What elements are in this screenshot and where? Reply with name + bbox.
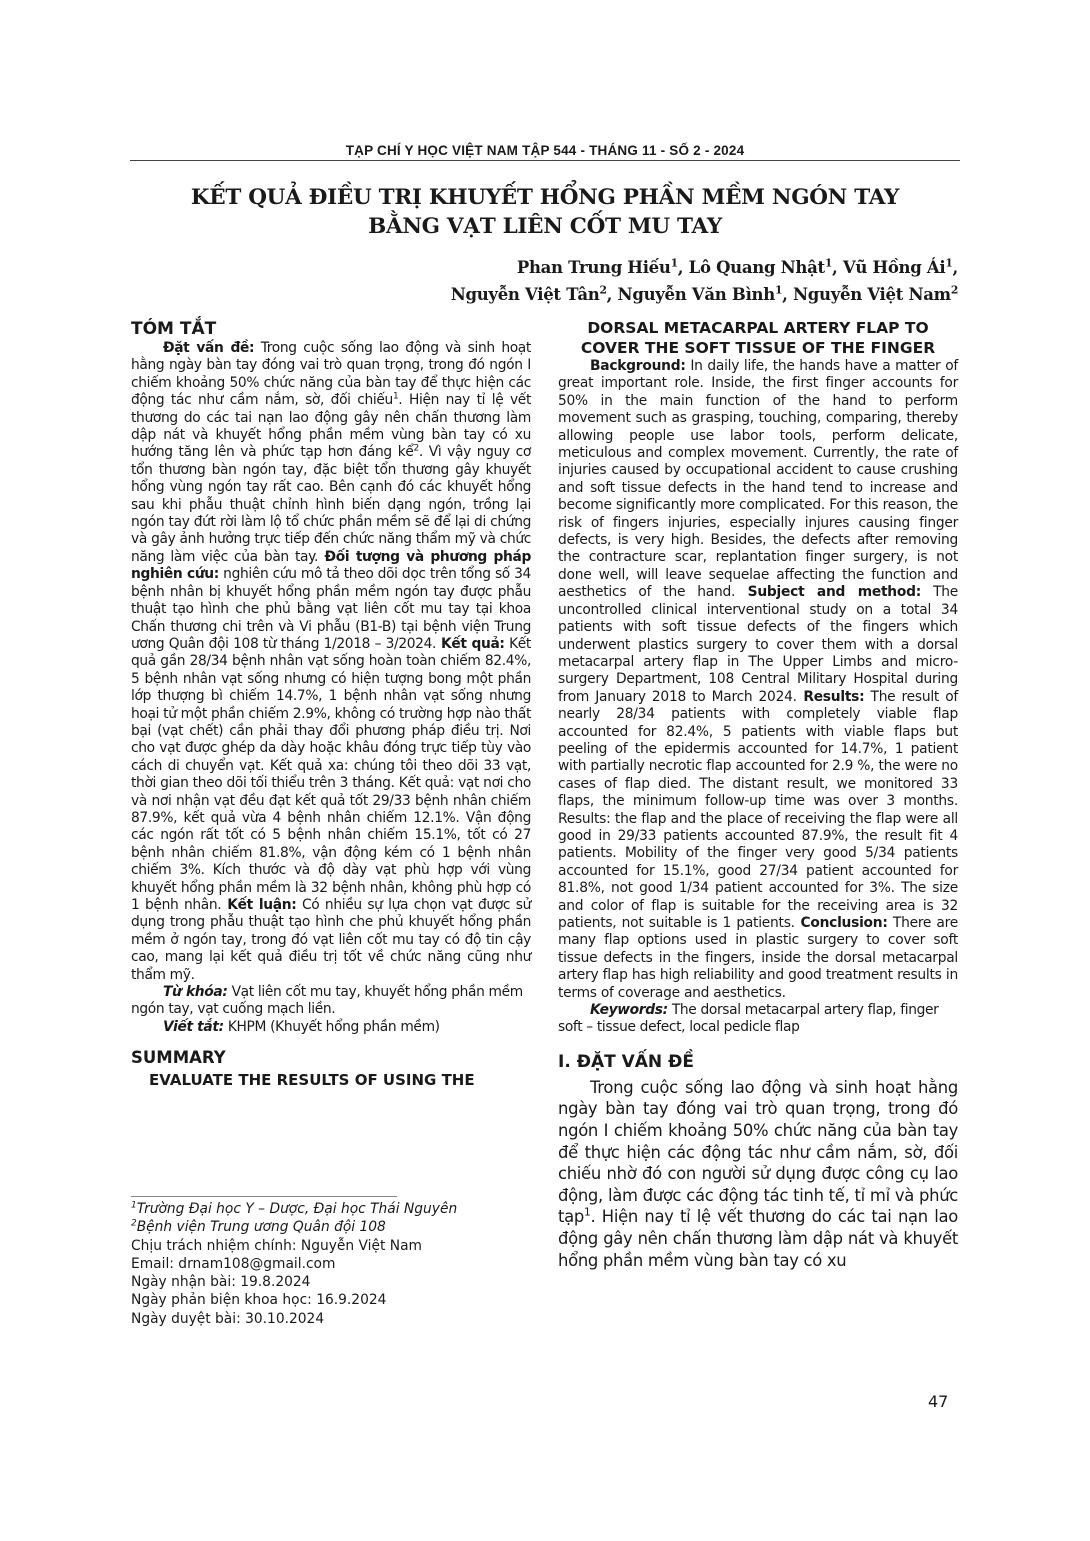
footnote-reviewed: Ngày phản biện khoa học: 16.9.2024 (131, 1292, 387, 1309)
label: Keywords: (590, 1002, 668, 1019)
text: Có nhiều sự lựa chọn vạt được sử dụng trong phẫu thuật tạo hình che phủ khuyết hổng phần mềm ở ngón tay, trong đó vạt liên cốt mu tay có độ tin cậy cao, mang lại kết quả điều trị tốt về chức năng cũng như thẩm mỹ. (131, 897, 531, 983)
affiliation-mark: 1 (774, 283, 783, 297)
affiliation-mark: 1 (824, 256, 832, 270)
text: KHPM (Khuyết hổng phần mềm) (223, 1018, 440, 1035)
text: Trong cuộc sống lao động và sinh hoạt hằng ngày bàn tay đóng vai trò quan trọng, trong đó ngón I chiếm khoảng 50% chức năng của bàn tay để thực hiện các động tác như cầm nắm, sờ, đối chiếu nhờ đó con người sử dụng được công cụ lao động, làm được các động tác tinh tế, tỉ mỉ và phức tạp (558, 1077, 958, 1227)
affiliation-mark: 1 (945, 256, 953, 270)
journal-header: TẠP CHÍ Y HỌC VIỆT NAM TẬP 544 - THÁNG 11 - SỐ 2 - 2024 (345, 143, 745, 158)
vn-abstract-body (131, 340, 531, 984)
author: , Lô Quang Nhật (677, 258, 825, 277)
vn-keywords (131, 984, 531, 1019)
footnote-affiliation-2: $^2$Bệnh viện Trung ương Quân đội 108 (131, 1218, 386, 1236)
title-line-1: KẾT QUẢ ĐIỀU TRỊ KHUYẾT HỔNG PHẦN MỀM NGÓN TAY (190, 185, 900, 210)
author-separator: , (952, 258, 958, 277)
summary-heading: SUMMARY (131, 1048, 226, 1068)
vn-abbreviations (131, 1019, 531, 1036)
text: Kết quả gần 28/34 bệnh nhân vạt sống hoàn toàn chiếm 82.4%, 5 bệnh nhân vạt sống nhưng có hiện tượng bong một phần lớp thượng bì chiếm 14.7%, 1 bệnh nhân vạt sống nhưng hoại tử một phần chiếm 2.9%, không có trường hợp nào thất bại (vạt chết) cần phải thay đổi phương pháp điều trị. Nơi cho vạt được ghép da dày hoặc khâu đóng trực tiếp tùy vào cách di chuyển vạt. Kết quả xa: chúng tôi theo dõi 33 vạt, thời gian theo dõi tối thiểu trên 3 tháng. Kết quả: vạt nơi cho và nơi nhận vạt đều đạt kết quả tốt 29/33 bệnh nhân chiếm 87.9%, kết quả vừa 4 bệnh nhân chiếm 12.1%. Vận động các ngón rất tốt có 5 bệnh nhân chiếm 15.1%, tốt có 27 bệnh nhân chiếm 81.8%, vận động kém có 1 bệnh nhân chiếm 3%. Kích thước và độ dày vạt phù hợp với vùng khuyết hổng phần mềm là 32 bệnh nhân, không phù hợp có 1 bệnh nhân. (131, 635, 531, 913)
introduction-heading: I. ĐẶT VẤN ĐỀ (558, 1051, 694, 1072)
right-column (558, 318, 958, 1271)
text: . Vì vậy nguy cơ tổn thương bàn ngón tay, đặc biệt tổn thương gây khuyết hổng vùng ngón tay rất cao. Bên cạnh đó các khuyết hổng sau khi phẫu thuật chỉnh hình biến dạng ngón, trồng lại ngón tay đứt rời làm lộ tổ chức phần mềm sẽ để lại di chứng và gây ảnh hưởng trực tiếp đến chức năng thẩm mỹ và chức năng làm việc của bàn tay. (131, 444, 531, 565)
affiliation-mark: 2 (599, 283, 607, 297)
text: . Hiện nay tỉ lệ vết thương do các tai nạn lao động gây nên chấn thương làm dập nát và khuyết hổng phần mềm vùng bàn tay có xu hướng tăng lên và phức tạp hơn đáng kể (131, 392, 532, 461)
footnote-accepted: Ngày duyệt bài: 30.10.2024 (131, 1310, 325, 1327)
label: Từ khóa: (163, 984, 228, 1001)
text: Trong cuộc sống lao động và sinh hoạt hằng ngày bàn tay đóng vai trò quan trọng, trong đó ngón I chiếm khoảng 50% chức năng của bàn tay để thực hiện các động tác như cầm nắm, sờ, đối chiếu (131, 340, 531, 409)
title-line-2: BẰNG VẠT LIÊN CỐT MU TAY (368, 214, 722, 239)
author-list (451, 254, 958, 308)
vn-abstract-heading: TÓM TẮT (131, 319, 217, 339)
english-title (558, 318, 958, 358)
article-title (130, 183, 960, 241)
footnote-received: Ngày nhận bài: 19.8.2024 (131, 1274, 311, 1291)
footnotes (131, 1200, 531, 1328)
text: . Hiện nay tỉ lệ vết thương do các tai nạn lao động gây nên chấn thương làm dập nát và khuyết hổng phần mềm vùng bàn tay có xu (558, 1207, 958, 1270)
affiliation-mark: 1 (670, 256, 678, 270)
label: Đặt vấn đề: (163, 340, 255, 356)
page-number: 47 (928, 1392, 949, 1411)
footnote-corresponding: Chịu trách nhiệm chính: Nguyễn Việt Nam (131, 1237, 422, 1254)
english-title-line-1: DORSAL METACARPAL ARTERY FLAP TO (587, 319, 929, 337)
label: Kết quả: (436, 635, 505, 652)
label: Kết luận: (221, 897, 297, 913)
text: The dorsal metacarpal artery flap, finger soft – tissue defect, local pedicle flap (558, 1002, 939, 1036)
author: Phan Trung Hiếu (516, 258, 671, 277)
left-column (131, 318, 531, 1091)
citation: 1 (583, 1205, 591, 1219)
author: , Nguyễn Văn Bình (606, 285, 775, 304)
text: Vạt liên cốt mu tay, khuyết hổng phần mềm ngón tay, vạt cuống mạch liền. (131, 984, 523, 1018)
label: Subject and method: (735, 584, 921, 601)
author-line-2 (451, 281, 958, 308)
header-rule (130, 160, 960, 161)
footnote-email: Email: drnam108@gmail.com (131, 1255, 336, 1272)
label: Viết tắt: (163, 1018, 224, 1035)
author: Nguyễn Việt Tân (450, 285, 600, 304)
label: Results: (796, 688, 865, 705)
english-title-line-2: COVER THE SOFT TISSUE OF THE FINGER (580, 339, 936, 357)
introduction-body (558, 1077, 958, 1271)
text: There are many flap options used in plastic surgery to cover soft tissue defects in the fingers, inside the dorsal metacarpal artery flap has high reliability and good treatment results in terms of coverage and aesthetics. (558, 915, 958, 1001)
label: Background: (590, 358, 686, 374)
label: Đối tượng và phương pháp nghiên cứu: (131, 548, 531, 583)
citation: 2 (413, 443, 419, 454)
author-line-1 (451, 254, 958, 281)
en-keywords (558, 1002, 958, 1037)
affiliation-mark: 2 (950, 283, 958, 297)
text: The uncontrolled clinical interventional study on a total 34 patients with soft tissue defects of the fingers which underwent plastics surgery to cover them with a dorsal metacarpal artery flap in The Upper Limbs and micro-surgery Department, 108 Central Military Hospital during from January 2018 to March 2024. (558, 584, 958, 705)
footnote-rule (131, 1196, 397, 1197)
en-abstract-body (558, 358, 958, 1002)
citation: 1 (392, 391, 399, 402)
text: nghiên cứu mô tả theo dõi dọc trên tổng số 34 bệnh nhân bị khuyết hổng phần mềm ngón tay được phẫu thuật tạo hình che phủ bằng vạt liên cốt mu tay tại khoa Chấn thương chi trên và Vi phẫu (B1-B) tại bệnh viện Trung ương Quân đội 108 từ tháng 1/2018 – 3/2024. (131, 566, 531, 652)
text: The result of nearly 28/34 patients with completely viable flap accounted for 82.4%, 5 patients with viable flaps but peeling of the epidermis accounted for 14.7%, 1 patient with partially necrotic flap accounted for 2.9 %, the were no cases of flap died. The distant result, we monitored 33 flaps, the minimum follow-up time was over 3 months. Results: the flap and the place of receiving the flap were all good in 29/33 patients accounted 87.9%, the result fit 4 patients. Mobility of the finger very good 5/34 patients accounted for 15.1%, good 27/34 patient accounted for 81.8%, not good 1/34 patient accounted for 3%. The size and color of flap is suitable for the receiving area is 32 patients, not suitable is 1 patients. (558, 688, 958, 931)
summary-subtitle: EVALUATE THE RESULTS OF USING THE (149, 1071, 475, 1090)
label: Conclusion: (794, 915, 888, 931)
author: , Nguyễn Việt Nam (782, 285, 951, 304)
text: In daily life, the hands have a matter of great important role. Inside, the first finger accounts for 50% in the main function of the hand to perform movement such as grasping, touching, comparing, thereby allowing people use labor tools, perform delicate, meticulous and complex movement. Currently, the rate of injuries caused by occupational accident to cause crushing and soft tissue defects in the hand tend to increase and become significantly more complicated. For this reason, the risk of fingers injuries, especially injures causing finger defects, is very high. Besides, the defects after removing the contracture scar, replantation finger surgery, is not done well, will leave sequelae affecting the function and aesthetics of the hand. (558, 358, 958, 601)
author: , Vũ Hồng Ái (832, 258, 946, 277)
footnote-affiliation-1: $^1$Trường Đại học Y – Dược, Đại học Thái Nguyên (131, 1200, 458, 1217)
